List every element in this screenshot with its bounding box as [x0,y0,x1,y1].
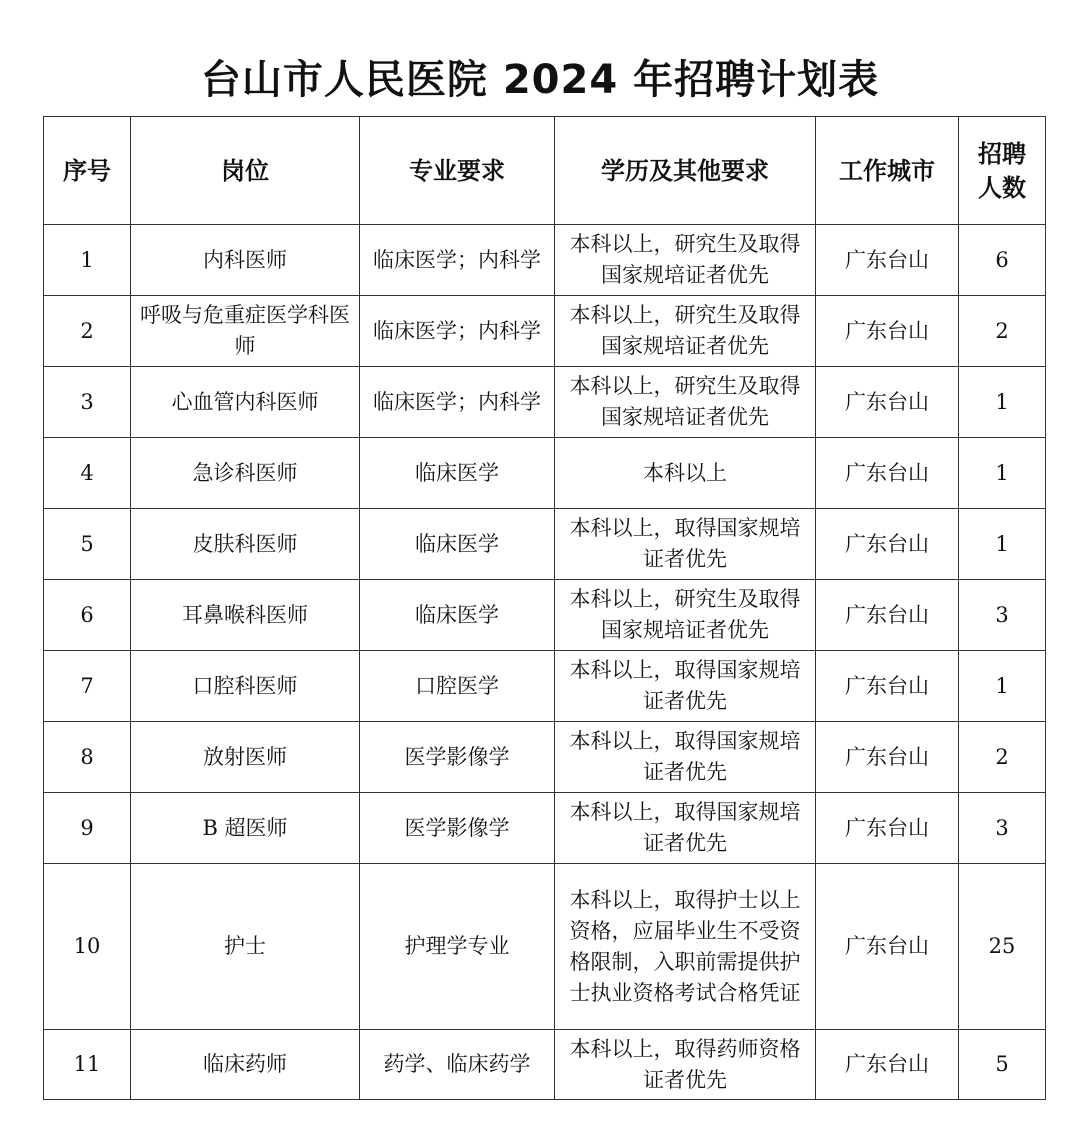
cell-seq: 5 [44,509,131,580]
cell-count: 1 [959,438,1046,509]
cell-education: 本科以上 [555,438,816,509]
cell-seq: 8 [44,722,131,793]
recruitment-plan-table [43,116,1046,1100]
cell-city: 广东台山 [816,722,959,793]
cell-count: 25 [959,864,1046,1030]
header-education: 学历及其他要求 [555,117,816,225]
header-position: 岗位 [131,117,360,225]
cell-position: 护士 [131,864,360,1030]
cell-city: 广东台山 [816,509,959,580]
cell-seq: 9 [44,793,131,864]
cell-position: 皮肤科医师 [131,509,360,580]
cell-major: 临床医学；内科学 [360,296,555,367]
cell-position: 放射医师 [131,722,360,793]
cell-seq: 6 [44,580,131,651]
cell-seq: 1 [44,225,131,296]
cell-seq: 7 [44,651,131,722]
cell-major: 医学影像学 [360,722,555,793]
cell-city: 广东台山 [816,296,959,367]
cell-count: 5 [959,1030,1046,1100]
cell-city: 广东台山 [816,367,959,438]
cell-education: 本科以上，取得国家规培证者优先 [555,509,816,580]
cell-major: 口腔医学 [360,651,555,722]
cell-count: 1 [959,509,1046,580]
cell-city: 广东台山 [816,651,959,722]
cell-education: 本科以上，研究生及取得国家规培证者优先 [555,296,816,367]
cell-count: 2 [959,296,1046,367]
cell-count: 3 [959,580,1046,651]
cell-seq: 3 [44,367,131,438]
cell-position: 心血管内科医师 [131,367,360,438]
cell-major: 护理学专业 [360,864,555,1030]
table-row [44,438,1046,509]
cell-position: B 超医师 [131,793,360,864]
table-header-row [44,117,1046,225]
cell-position: 临床药师 [131,1030,360,1100]
cell-city: 广东台山 [816,438,959,509]
cell-education: 本科以上，取得国家规培证者优先 [555,722,816,793]
table-row [44,509,1046,580]
cell-seq: 4 [44,438,131,509]
cell-count: 1 [959,367,1046,438]
table-row [44,722,1046,793]
table-row [44,296,1046,367]
table-row [44,864,1046,1030]
cell-position: 耳鼻喉科医师 [131,580,360,651]
header-seq: 序号 [44,117,131,225]
cell-city: 广东台山 [816,1030,959,1100]
header-major: 专业要求 [360,117,555,225]
cell-position: 口腔科医师 [131,651,360,722]
cell-education: 本科以上，研究生及取得国家规培证者优先 [555,367,816,438]
cell-count: 2 [959,722,1046,793]
cell-city: 广东台山 [816,225,959,296]
cell-count: 1 [959,651,1046,722]
cell-city: 广东台山 [816,864,959,1030]
cell-seq: 10 [44,864,131,1030]
cell-major: 临床医学 [360,509,555,580]
table-row [44,651,1046,722]
cell-major: 药学、临床药学 [360,1030,555,1100]
header-count-line1: 招聘 [978,139,1026,168]
cell-education: 本科以上，研究生及取得国家规培证者优先 [555,225,816,296]
cell-city: 广东台山 [816,580,959,651]
cell-seq: 11 [44,1030,131,1100]
cell-position: 呼吸与危重症医学科医师 [131,296,360,367]
table-row [44,793,1046,864]
cell-major: 临床医学；内科学 [360,225,555,296]
header-city: 工作城市 [816,117,959,225]
table-row [44,580,1046,651]
table-row [44,225,1046,296]
cell-education: 本科以上，取得护士以上资格，应届毕业生不受资格限制，入职前需提供护士执业资格考试合格凭证 [555,864,816,1030]
cell-position: 内科医师 [131,225,360,296]
cell-major: 临床医学 [360,580,555,651]
cell-major: 医学影像学 [360,793,555,864]
cell-position: 急诊科医师 [131,438,360,509]
header-count-line2: 人数 [978,173,1026,202]
table-row [44,367,1046,438]
header-count [959,117,1046,225]
cell-education: 本科以上，研究生及取得国家规培证者优先 [555,580,816,651]
cell-count: 6 [959,225,1046,296]
page-title: 台山市人民医院 2024 年招聘计划表 [200,57,880,103]
cell-count: 3 [959,793,1046,864]
cell-city: 广东台山 [816,793,959,864]
table-row [44,1030,1046,1100]
cell-education: 本科以上，取得国家规培证者优先 [555,793,816,864]
cell-education: 本科以上，取得药师资格证者优先 [555,1030,816,1100]
cell-seq: 2 [44,296,131,367]
cell-education: 本科以上，取得国家规培证者优先 [555,651,816,722]
cell-major: 临床医学 [360,438,555,509]
cell-major: 临床医学；内科学 [360,367,555,438]
